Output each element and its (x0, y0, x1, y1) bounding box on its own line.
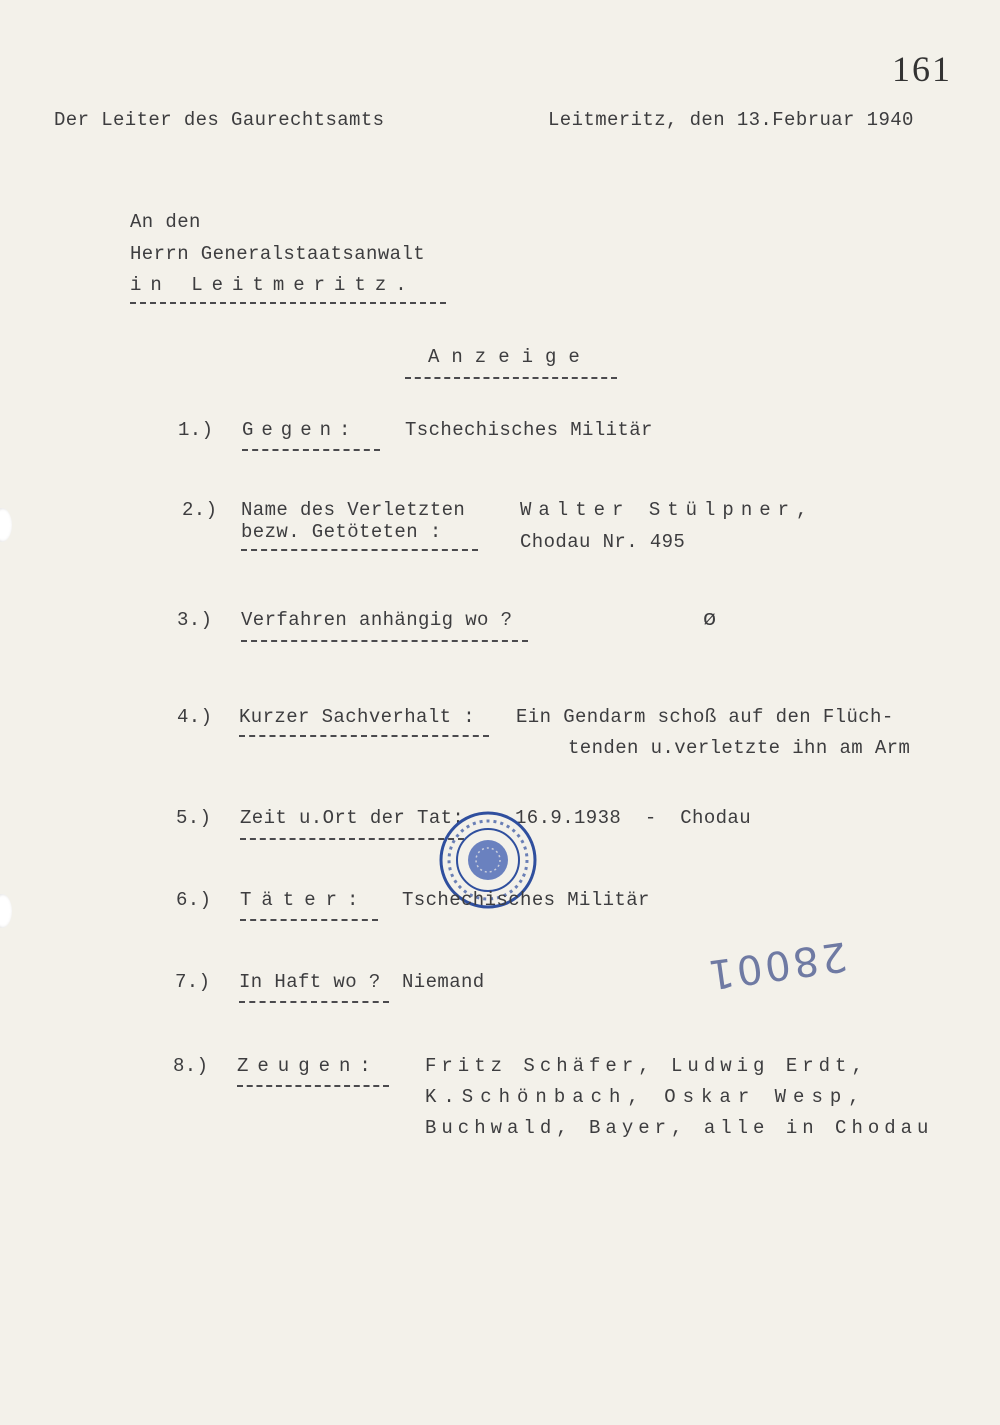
sender: Der Leiter des Gaurechtsamts (54, 109, 385, 131)
punch-hole-bottom (0, 894, 12, 928)
item-value: Fritz Schäfer, Ludwig Erdt, (425, 1055, 868, 1077)
item-value: Niemand (402, 971, 485, 993)
item-value: Ein Gendarm schoß auf den Flüch- (516, 706, 894, 728)
item-number: 3.) (177, 609, 213, 631)
recipient-line-1: An den (130, 211, 201, 233)
item-number: 1.) (178, 419, 214, 441)
item-number: 8.) (173, 1055, 209, 1077)
item-label: Gegen: (242, 419, 359, 441)
item-label-underline (237, 1085, 389, 1087)
item-label: Täter: (240, 889, 369, 911)
item-label: Kurzer Sachverhalt : (239, 706, 476, 728)
page-number: 161 (892, 49, 952, 89)
item-label-underline (241, 640, 528, 642)
seal-emblem (468, 840, 508, 880)
item-number: 7.) (175, 971, 211, 993)
item-value: 16.9.1938 - Chodau (515, 807, 752, 829)
item-label-underline (239, 735, 489, 737)
item-number: 5.) (176, 807, 212, 829)
item-label-underline (239, 1001, 389, 1003)
punch-hole-top (0, 508, 12, 542)
item-label: Zeugen: (237, 1055, 380, 1077)
item-label-underline (242, 449, 380, 451)
place-date: Leitmeritz, den 13.Februar 1940 (548, 109, 914, 131)
handwritten-pencil-number: 28001 (702, 932, 850, 998)
title-underline (405, 377, 617, 379)
recipient-line-2: Herrn Generalstaatsanwalt (130, 243, 426, 265)
item-number: 4.) (177, 706, 213, 728)
item-label: Zeit u.Ort der Tat: (240, 807, 465, 829)
item-label: In Haft wo ? (239, 971, 381, 993)
item-label: Verfahren anhängig wo ? (241, 609, 513, 631)
item-value: Walter Stülpner, (520, 499, 815, 521)
item-label-underline (240, 919, 378, 921)
item-value-line-2: K.Schönbach, Oskar Wesp, (425, 1086, 867, 1108)
item-value-line-2: tenden u.verletzte ihn am Arm (568, 737, 911, 759)
item-number: 2.) (182, 499, 218, 521)
item-label-underline (241, 549, 478, 551)
item-number: 6.) (176, 889, 212, 911)
recipient-underline (130, 302, 446, 304)
item-value-line-3: Buchwald, Bayer, alle in Chodau (425, 1117, 934, 1139)
item-value: ø (703, 607, 717, 632)
recipient-line-3: in Leitmeritz. (130, 274, 416, 296)
item-label-line-2: bezw. Getöteten : (241, 521, 442, 543)
document-title: Anzeige (428, 346, 592, 368)
item-label-underline (240, 838, 464, 840)
item-value: Tschechisches Militär (402, 889, 650, 911)
item-label: Name des Verletzten (241, 499, 466, 521)
item-value: Tschechisches Militär (405, 419, 653, 441)
item-value-line-2: Chodau Nr. 495 (520, 531, 686, 553)
